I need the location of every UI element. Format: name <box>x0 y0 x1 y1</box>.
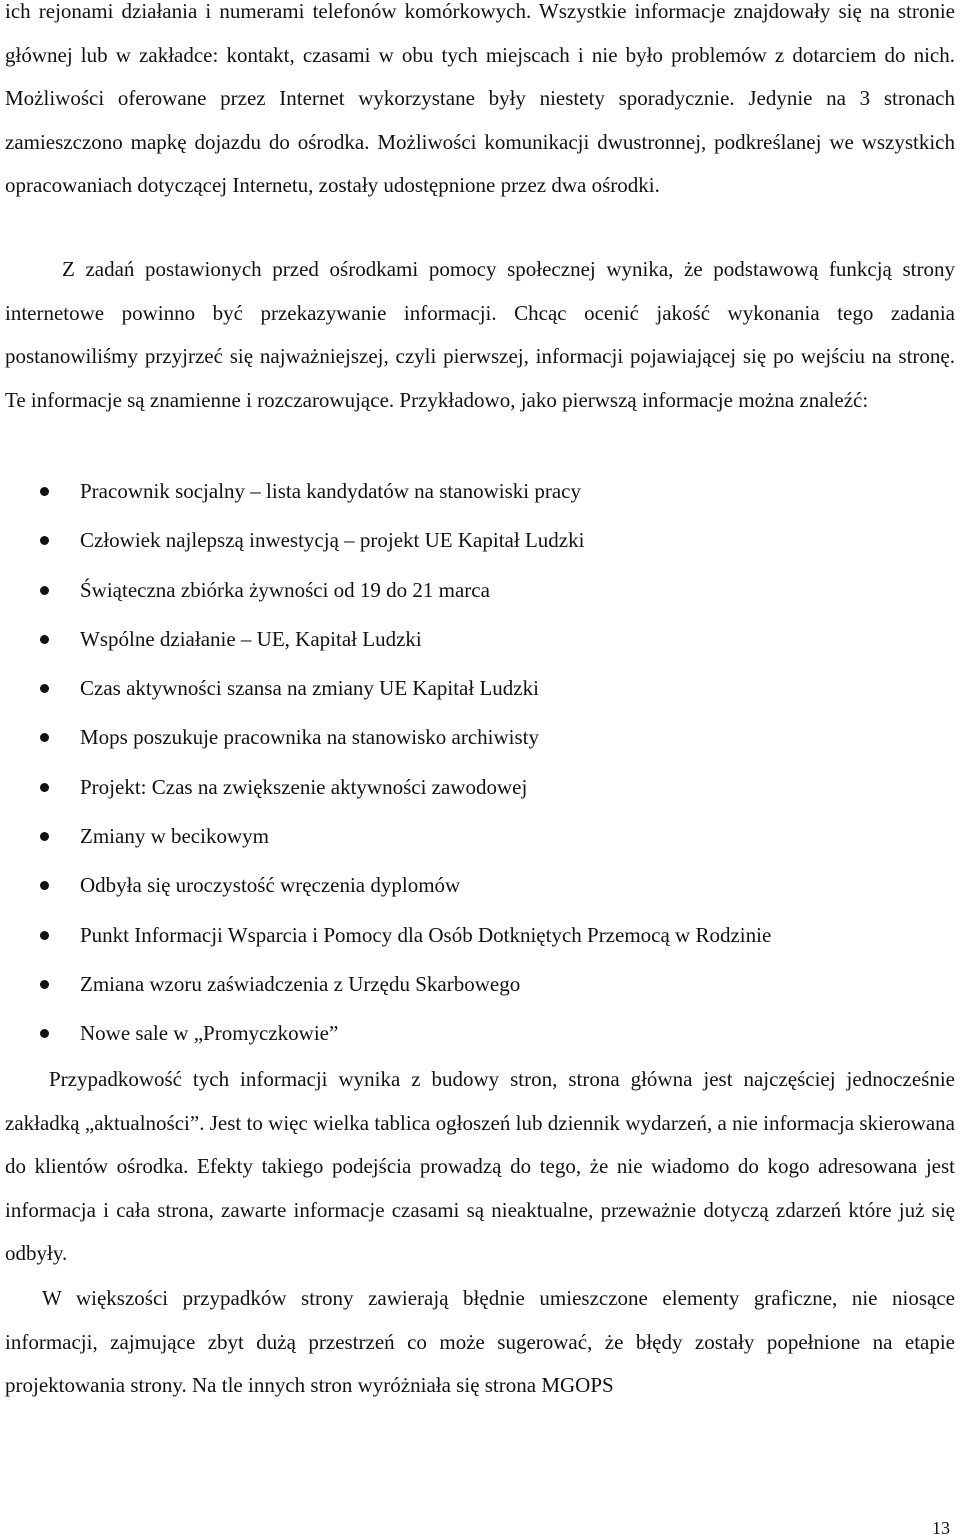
list-item <box>0 861 960 910</box>
list-item-text: Zmiana wzoru zaświadczenia z Urzędu Skarbowego <box>80 971 521 996</box>
list-item <box>0 763 960 812</box>
list-item-text: Punkt Informacji Wsparcia i Pomocy dla Osób Dotkniętych Przemocą w Rodzinie <box>80 922 772 947</box>
bullet-icon <box>40 881 49 890</box>
bullet-icon <box>40 536 49 545</box>
list-item <box>0 467 960 516</box>
list-item <box>0 566 960 615</box>
bullet-icon <box>40 783 49 792</box>
list-item <box>0 713 960 762</box>
list-item-text: Odbyła się uroczystość wręczenia dyplomów <box>80 873 461 898</box>
paragraph: ich rejonami działania i numerami telefonów komórkowych. Wszystkie informacje znajdowały się na stronie głównej lub w zakładce: kontakt, czasami w obu tych miejscach i nie było problemów z dotarciem do nich. Możliwości oferowane przez Internet wykorzystane były niestety sporadycznie. Jedynie na 3 stronach zamieszczono mapkę dojazdu do ośrodka. Możliwości komunikacji dwustronnej, podkreślanej we wszystkich opracowaniach dotyczącej Internetu, zostały udostępnione przez dwa ośrodki. <box>5 0 955 198</box>
bullet-icon <box>40 586 49 595</box>
list-item <box>0 1009 960 1058</box>
list-item <box>0 911 960 960</box>
bullet-icon <box>40 980 49 989</box>
list-item <box>0 516 960 565</box>
list-item-text: Mops poszukuje pracownika na stanowisko archiwisty <box>80 725 539 750</box>
list-item <box>0 960 960 1009</box>
list-item <box>0 664 960 713</box>
bullet-icon <box>40 733 49 742</box>
list-item-text: Projekt: Czas na zwiększenie aktywności zawodowej <box>80 774 528 799</box>
list-item <box>0 615 960 664</box>
list-item-text: Czas aktywności szansa na zmiany UE Kapitał Ludzki <box>80 676 539 701</box>
bullet-icon <box>40 635 49 644</box>
list-item-text: Świąteczna zbiórka żywności od 19 do 21 marca <box>80 577 490 602</box>
list-item-text: Nowe sale w „Promyczkowie” <box>80 1021 339 1046</box>
bullet-icon <box>40 1029 49 1038</box>
paragraph: Z zadań postawionych przed ośrodkami pomocy społecznej wynika, że podstawową funkcją strony internetowe powinno być przekazywanie informacji. Chcąc ocenić jakość wykonania tego zadania postanowiliśmy przyjrzeć się najważniejszej, czyli pierwszej, informacji pojawiającej się po wejściu na stronę. Te informacje są znamienne i rozczarowujące. Przykładowo, jako pierwszą informacje można znaleźć: <box>5 257 955 412</box>
paragraph: Przypadkowość tych informacji wynika z budowy stron, strona główna jest najczęściej jednocześnie zakładką „aktualności”. Jest to więc wielka tablica ogłoszeń lub dziennik wydarzeń, a nie informacja skierowana do klientów ośrodka. Efekty takiego podejścia prowadzą do tego, że nie wiadomo do kogo adresowana jest informacja i cała strona, zawarte informacje czasami są nieaktualne, przeważnie dotyczą zdarzeń które już się odbyły. <box>5 1067 955 1266</box>
list-item-text: Człowiek najlepszą inwestycją – projekt UE Kapitał Ludzki <box>80 528 585 553</box>
list-item <box>0 812 960 861</box>
bullet-icon <box>40 832 49 841</box>
list-item-text: Zmiany w becikowym <box>80 824 269 849</box>
bullet-icon <box>40 931 49 940</box>
bullet-icon <box>40 684 49 693</box>
list-item-text: Wspólne działanie – UE, Kapitał Ludzki <box>80 626 422 651</box>
page-number: 13 <box>932 1518 950 1538</box>
bullet-icon <box>40 487 49 496</box>
list-item-text: Pracownik socjalny – lista kandydatów na stanowiski pracy <box>80 479 581 503</box>
paragraph: W większości przypadków strony zawierają błędnie umieszczone elementy graficzne, nie niosące informacji, zajmujące zbyt dużą przestrzeń co może sugerować, że błędy zostały popełnione na etapie projektowania strony. Na tle innych stron wyróżniała się strona MGOPS <box>5 1286 955 1398</box>
bullet-list <box>0 467 960 1059</box>
